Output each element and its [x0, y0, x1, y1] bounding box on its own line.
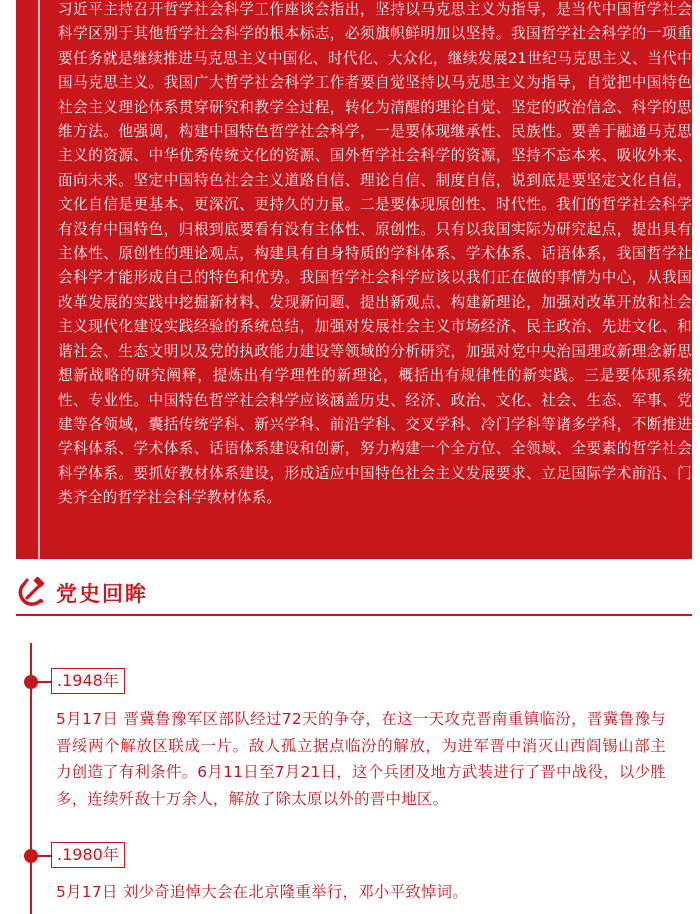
article-paragraph: 习近平主持召开哲学社会科学工作座谈会指出，坚持以马克思主义为指导，是当代中国哲学社会科学区别于其他哲学社会科学的根本标志，必须旗帜鲜明加以坚持。我国哲学社会科学的一项重要任务就是继续推进马克思主义中国化、时代化、大众化，继续发展21世纪马克思主义、当代中国马克思主义。我国广大哲学社会科学工作者要自觉坚持以马克思主义为指导，自觉把中国特色社会主义理论体系贯穿研究和教学全过程，转化为清醒的理论自觉、坚定的政治信念、科学的思维方法。他强调，构建中国特色哲学社会科学，一是要体现继承性、民族性。要善于融通马克思主义的资源、中华优秀传统文化的资源、国外哲学社会科学的资源，坚持不忘本来、吸收外来、面向未来。坚定中国特色社会主义道路自信、理论自信、制度自信，说到底是要坚定文化自信，文化自信是更基本、更深沉、更持久的力量。二是要体现原创性、时代性。我们的哲学社会科学有没有中国特色，归根到底要看有没有主体性、原创性。只有以我国实际为研究起点，提出具有主体性、原创性的理论观点，构建具有自身特质的学科体系、学术体系、话语体系，我国哲学社会科学才能形成自己的特色和优势。我国哲学社会科学应该以我们正在做的事情为中心，从我国改革发展的实践中挖掘新材料、发现新问题、提出新观点、构建新理论，加强对改革开放和社会主义现代化建设实践经验的系统总结，加强对发展社会主义市场经济、民主政治、先进文化、和谐社会、生态文明以及党的执政能力建设等领域的分析研究，加强对党中央治国理政新理念新思想新战略的研究阐释，提炼出有学理性的新理论，概括出有规律性的新实践。三是要体现系统性、专业性。中国特色哲学社会科学应该涵盖历史、经济、政治、文化、社会、生态、军事、党建等各领域，囊括传统学科、新兴学科、前沿学科、交叉学科、冷门学科等诸多学科，不断推进学科体系、学术体系、话语体系建设和创新，努力构建一个全方位、全领域、全要素的哲学社会科学体系。要抓好教材体系建设，形成适应中国特色社会主义发展要求、立足国际学术前沿、门类齐全的哲学社会科学教材体系。: [58, 1, 692, 507]
section-header: [16, 570, 692, 616]
timeline-year: .1948年: [51, 668, 125, 694]
timeline-entry-text: 5月17日 刘少奇追悼大会在北京隆重举行，邓小平致悼词。: [56, 883, 469, 901]
article-panel: [16, 0, 692, 559]
timeline-connector: [32, 681, 52, 683]
timeline-connector: [32, 855, 52, 857]
section-rule: [16, 614, 692, 616]
section-title: 党史回眸: [56, 582, 148, 606]
hammer-sickle-icon: [18, 576, 48, 606]
panel-divider: [38, 0, 40, 559]
timeline-year: .1980年: [51, 842, 125, 868]
timeline-entry-text: 5月17日 晋冀鲁豫军区部队经过72天的争夺，在这一天攻克晋南重镇临汾，晋冀鲁豫与晋绥两个解放区联成一片。敌人孤立据点临汾的解放，为进军晋中消灭山西阎锡山部主力创造了有利条件。6月11日至7月21日，这个兵团及地方武装进行了晋中战役，以少胜多，连续歼敌十万余人，解放了除太原以外的晋中地区。: [56, 710, 666, 809]
